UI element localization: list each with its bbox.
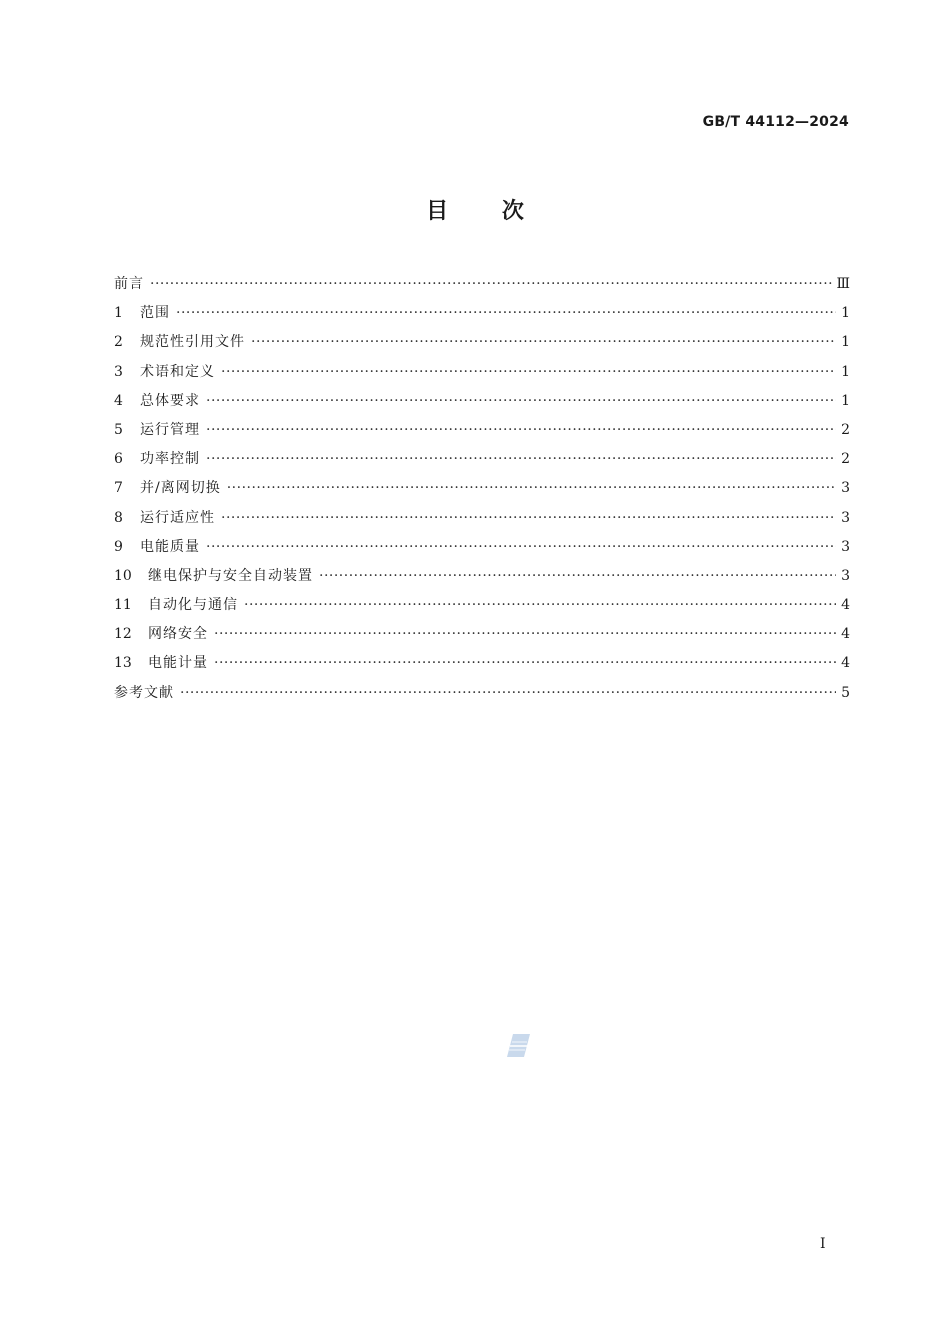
toc-entry-label: 前言 bbox=[114, 276, 144, 292]
toc-entry-page: 4 bbox=[841, 655, 850, 672]
toc-entry-number: 13 bbox=[114, 655, 132, 672]
toc-leader-dots bbox=[176, 299, 836, 328]
toc-entry-page: 1 bbox=[841, 392, 850, 409]
toc-entry-page: 4 bbox=[841, 626, 850, 643]
toc-leader-dots bbox=[319, 562, 836, 591]
toc-leader-dots bbox=[150, 270, 832, 299]
toc-entry-page: 5 bbox=[841, 684, 850, 701]
toc-entry-2[interactable] bbox=[114, 328, 850, 357]
toc-entry-label: 自动化与通信 bbox=[148, 597, 238, 614]
toc-entry-4[interactable] bbox=[114, 387, 850, 416]
toc-entry-label: 继电保护与安全自动装置 bbox=[148, 567, 313, 584]
toc-entry-number: 8 bbox=[114, 509, 123, 526]
toc-entry-page: 3 bbox=[841, 480, 850, 497]
toc-leader-dots bbox=[206, 445, 836, 474]
toc-entry-9[interactable] bbox=[114, 533, 850, 562]
page-number: Ⅰ bbox=[820, 1236, 826, 1252]
toc-entry-page: 1 bbox=[841, 334, 850, 351]
toc-entry-7[interactable] bbox=[114, 474, 850, 503]
toc-entry-page: 3 bbox=[841, 538, 850, 555]
toc-entry-page: 2 bbox=[841, 421, 850, 438]
toc-entry-number: 1 bbox=[114, 305, 123, 322]
toc-leader-dots bbox=[227, 474, 836, 503]
toc-entry-page: 1 bbox=[841, 305, 850, 322]
toc-entry-10[interactable] bbox=[114, 562, 850, 591]
toc-entry-label: 电能质量 bbox=[140, 538, 200, 555]
toc-leader-dots bbox=[206, 387, 836, 416]
toc-title: 目 次 bbox=[426, 199, 524, 224]
toc-entry-label: 运行管理 bbox=[140, 421, 200, 438]
toc-entry-number: 12 bbox=[114, 626, 132, 643]
toc-entry-6[interactable] bbox=[114, 445, 850, 474]
toc-leader-dots bbox=[180, 679, 836, 708]
toc-entry-5[interactable] bbox=[114, 416, 850, 445]
toc-entry-label: 参考文献 bbox=[114, 684, 174, 701]
standard-code: GB/T 44112—2024 bbox=[702, 114, 849, 130]
toc-leader-dots bbox=[206, 533, 836, 562]
toc-entry-page: Ⅲ bbox=[836, 276, 850, 292]
toc-leader-dots bbox=[244, 591, 836, 620]
toc-leader-dots bbox=[221, 358, 836, 387]
toc-entry-label: 术语和定义 bbox=[140, 363, 215, 380]
toc-entry-number: 4 bbox=[114, 392, 123, 409]
toc-entry-1[interactable] bbox=[114, 299, 850, 328]
toc-entry-label: 功率控制 bbox=[140, 451, 200, 468]
toc-leader-dots bbox=[214, 649, 836, 678]
toc-entry-foreword[interactable] bbox=[114, 270, 850, 299]
toc-entry-number: 10 bbox=[114, 567, 132, 584]
toc-entry-bibliography[interactable] bbox=[114, 679, 850, 708]
table-of-contents bbox=[114, 270, 850, 708]
toc-entry-number: 7 bbox=[114, 480, 123, 497]
toc-entry-label: 规范性引用文件 bbox=[140, 334, 245, 351]
sac-logo-icon bbox=[506, 1033, 531, 1058]
toc-entry-number: 5 bbox=[114, 421, 123, 438]
toc-entry-8[interactable] bbox=[114, 504, 850, 533]
toc-leader-dots bbox=[206, 416, 836, 445]
toc-entry-page: 4 bbox=[841, 597, 850, 614]
toc-entry-label: 并/离网切换 bbox=[140, 480, 221, 497]
toc-entry-11[interactable] bbox=[114, 591, 850, 620]
toc-entry-number: 3 bbox=[114, 363, 123, 380]
toc-leader-dots bbox=[251, 328, 836, 357]
toc-entry-label: 范围 bbox=[140, 305, 170, 322]
toc-entry-12[interactable] bbox=[114, 620, 850, 649]
toc-entry-page: 3 bbox=[841, 509, 850, 526]
toc-entry-number: 11 bbox=[114, 597, 132, 614]
toc-entry-page: 3 bbox=[841, 567, 850, 584]
toc-entry-page: 1 bbox=[841, 363, 850, 380]
toc-entry-label: 网络安全 bbox=[148, 626, 208, 643]
toc-entry-number: 9 bbox=[114, 538, 123, 555]
toc-entry-page: 2 bbox=[841, 451, 850, 468]
toc-entry-number: 2 bbox=[114, 334, 123, 351]
toc-entry-13[interactable] bbox=[114, 649, 850, 678]
toc-entry-label: 电能计量 bbox=[148, 655, 208, 672]
toc-entry-label: 运行适应性 bbox=[140, 509, 215, 526]
toc-leader-dots bbox=[221, 504, 836, 533]
toc-entry-number: 6 bbox=[114, 451, 123, 468]
toc-entry-3[interactable] bbox=[114, 358, 850, 387]
toc-entry-label: 总体要求 bbox=[140, 392, 200, 409]
toc-leader-dots bbox=[214, 620, 836, 649]
